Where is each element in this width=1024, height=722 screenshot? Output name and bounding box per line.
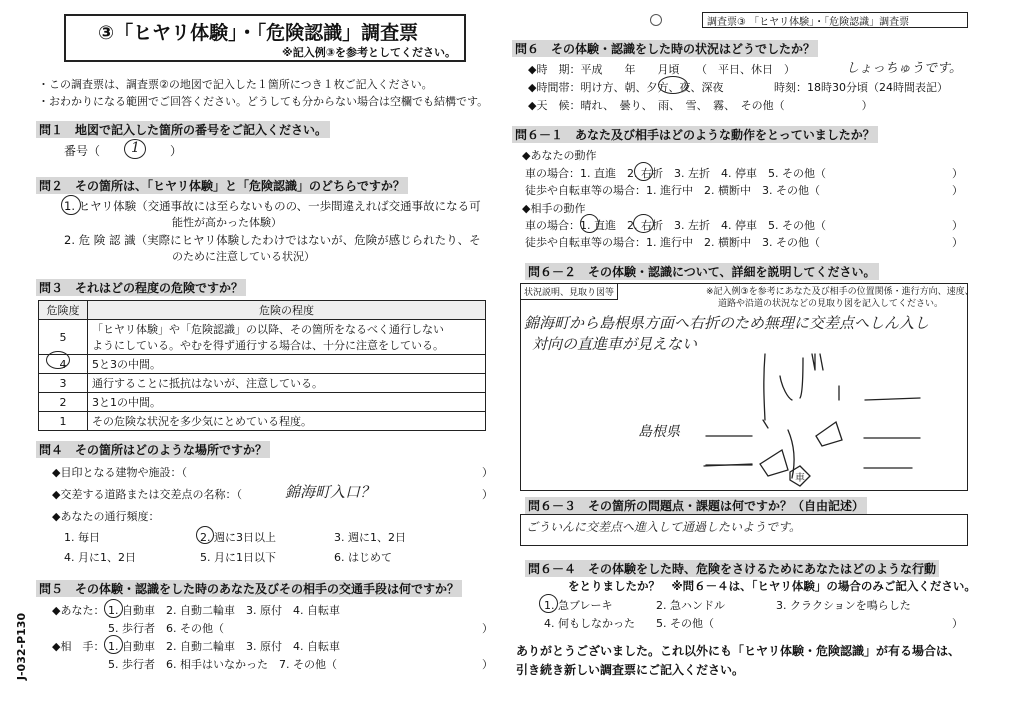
table-header-degree: 危険の程度: [88, 301, 486, 320]
map-label: 島根県: [638, 424, 680, 440]
q6-4-option-2[interactable]: 2. 急ハンドル: [656, 599, 725, 612]
q6-4-label: 問６－４ その体験をした時、危険をさけるためにあなたはどのような行動: [525, 560, 939, 577]
q6-when-note[interactable]: しょっちゅうです。: [846, 61, 962, 76]
q6-2-label: 問６－２ その体験・認識について、詳細を説明してください。: [525, 263, 879, 280]
q1-label: 問１ 地図で記入した箇所の番号をご記入ください。: [36, 121, 330, 138]
q2-option-1[interactable]: 1. ヒヤリ体験（交通事故には至らないものの、一歩間違えれば交通事故になる可: [64, 199, 481, 213]
table-row[interactable]: 5 「ヒヤリ体験」や「危険認識」の以降、その箇所をなるべく通行しない ようにしている。やむを得ず通行する場合は、十分に注意をしている。: [39, 320, 486, 355]
corner-label: 調査票③ 「ヒヤリ体験」・「危険認識」調査票: [702, 12, 968, 28]
sketch-handwriting-2: 対向の直進車が見えない: [532, 335, 698, 353]
q5-other-label: ◆相 手：: [52, 640, 105, 653]
q6-label: 問６ その体験・認識をした時の状況はどうでしたか？: [512, 40, 818, 57]
title-banner: [64, 14, 466, 62]
freq-option-3[interactable]: 3. 週に1、2日: [334, 531, 406, 544]
footer-line-2: 引き続き新しい調査票にご記入ください。: [516, 663, 745, 677]
sketch-note-2: 道路や沿道の状況などの見取り図を記入してください。: [718, 299, 944, 309]
freq-option-5[interactable]: 5. 月に1日以下: [200, 551, 276, 564]
freq-option-6[interactable]: 6. はじめて: [334, 551, 392, 564]
q4-road[interactable]: ◆交差する道路または交差点の名称：（: [52, 488, 242, 501]
table-row[interactable]: 2 3と1の中間。: [39, 393, 486, 412]
table-row[interactable]: 1 その危険な状況を多少気にとめている程度。: [39, 412, 486, 431]
freq-option-4[interactable]: 4. 月に1、2日: [64, 551, 136, 564]
answer-circle: [61, 195, 81, 215]
q6-time-right[interactable]: 時刻：18時30分頃（24時間表記）: [774, 81, 948, 94]
q6-4-label-2: をとりましたか？ ※問６－４は、「ヒヤリ体験」の場合のみご記入ください。: [568, 579, 976, 593]
q1-answer[interactable]: 1: [131, 140, 140, 156]
q6-time[interactable]: ◆時間帯：明け方、朝、夕方、夜、深夜: [528, 81, 724, 94]
q2-option-2b: のために注意している状況）: [172, 250, 315, 263]
q6-1-walk-2[interactable]: 徒歩や自転車等の場合：1. 進行中 2. 横断中 3. その他（: [525, 236, 820, 249]
q6-1-car[interactable]: 車の場合：1. 直進 2. 右折 3. 左折 4. 停車 5. その他（: [525, 167, 826, 180]
answer-circle: [196, 526, 214, 544]
q6-3-label: 問６－３ その箇所の問題点・課題は何ですか？（自由記述）: [525, 497, 867, 514]
q6-weather[interactable]: ◆天 候：晴れ、 曇り、 雨、 雪、 霧、 その他（ ）: [528, 99, 873, 112]
q6-1-walk[interactable]: 徒歩や自転車等の場合：1. 進行中 2. 横断中 3. その他（: [525, 184, 820, 197]
answer-circle: [580, 214, 599, 233]
q4-road-answer[interactable]: 錦海町入口？: [285, 483, 376, 501]
q5-other-options-2[interactable]: 5. 歩行者 6. 相手はいなかった 7. その他（: [108, 658, 337, 671]
sketch-handwriting-1: 錦海町から島根県方面へ右折のため無理に交差点へしん入し: [524, 314, 930, 332]
footer-line-1: ありがとうございました。これ以外にも「ヒヤリ体験・危険認識」が有る場合は、: [516, 644, 961, 658]
q1-prefix: 番号（: [64, 144, 101, 158]
q4-label: 問４ その箇所はどのような場所ですか？: [36, 441, 270, 458]
q6-when[interactable]: ◆時 期：平成 年 月頃 （ 平日、休日 ）: [528, 63, 795, 76]
q6-4-option-5[interactable]: 5. その他（: [656, 617, 714, 630]
form-title: ③「ヒヤリ体験」・「危険認識」調査票: [98, 22, 419, 44]
freq-option-2[interactable]: 2. 週に3日以上: [200, 531, 276, 544]
intro-line-1: ・この調査票は、調査票②の地図で記入した１箇所につき１枚ご記入ください。: [38, 78, 433, 91]
table-row[interactable]: 4 5と3の中間。: [39, 355, 486, 374]
q6-1-car-2[interactable]: 車の場合：1. 直進 2. 右折 3. 左折 4. 停車 5. その他（: [525, 219, 826, 232]
car-label: 車: [795, 473, 805, 484]
q6-4-option-3[interactable]: 3. クラクションを鳴らした: [776, 599, 911, 612]
q4-landmark[interactable]: ◆目印となる建物や施設：（: [52, 466, 187, 479]
sketch-box-title: 状況説明、見取り図等: [521, 284, 618, 300]
danger-level-table: [38, 300, 486, 431]
form-subtitle: ※記入例③を参考としてください。: [282, 46, 457, 59]
answer-circle: [104, 635, 123, 654]
punch-hole-icon: [650, 14, 662, 26]
q6-3-answer[interactable]: ごういんに交差点へ進入して通過したいようです。: [526, 520, 802, 534]
q6-4-option-4[interactable]: 4. 何もしなかった: [544, 617, 635, 630]
side-id: J-032-P130: [15, 612, 29, 681]
table-header-level: 危険度: [39, 301, 88, 320]
q4-frequency-label: ◆あなたの通行頻度：: [52, 510, 160, 523]
q6-4-option-1[interactable]: 1. 急ブレーキ: [544, 599, 613, 612]
q6-1-label: 問６－１ あなた及び相手はどのような動作をとっていましたか？: [512, 126, 878, 143]
answer-circle: [104, 599, 123, 618]
q5-you-options-2[interactable]: 5. 歩行者 6. その他（: [108, 622, 224, 635]
answer-circle: [634, 162, 653, 181]
q2-option-1b: 能性が高かった体験）: [172, 216, 282, 229]
q2-option-2[interactable]: 2. 危 険 認 識（実際にヒヤリ体験したわけではないが、危険が感じられたり、そ: [64, 233, 481, 247]
q5-label: 問５ その体験・認識をした時のあなた及びその相手の交通手段は何ですか？: [36, 580, 462, 597]
q5-you-label: ◆あなた：: [52, 604, 105, 617]
q3-label: 問３ それはどの程度の危険ですか？: [36, 279, 246, 296]
q5-you-options[interactable]: 1. 自動車 2. 自動二輪車 3. 原付 4. 自転車: [108, 604, 340, 617]
table-row[interactable]: 3 通行することに抵抗はないが、注意している。: [39, 374, 486, 393]
answer-circle: [658, 76, 688, 94]
answer-circle: [124, 139, 146, 159]
intersection-sketch: [520, 340, 966, 490]
intro-line-2: ・おわかりになる範囲でご回答ください。どうしても分からない場合は空欄でも結構です。: [38, 95, 489, 108]
freq-option-1[interactable]: 1. 毎日: [64, 531, 100, 544]
q6-1-other: ◆相手の動作: [522, 202, 586, 215]
sketch-note-1: ※記入例③を参考にあなた及び相手の位置関係・進行方向、速度、: [706, 287, 974, 297]
answer-circle: [46, 351, 70, 369]
q2-label: 問２ その箇所は、「ヒヤリ体験」と「危険認識」のどちらですか？: [36, 177, 408, 194]
q1-suffix: ）: [170, 144, 183, 158]
crossed-circle: [633, 214, 654, 233]
answer-circle: [539, 594, 558, 613]
q5-other-options[interactable]: 1. 自動車 2. 自動二輪車 3. 原付 4. 自転車: [108, 640, 340, 653]
q6-1-you: ◆あなたの動作: [522, 149, 597, 162]
